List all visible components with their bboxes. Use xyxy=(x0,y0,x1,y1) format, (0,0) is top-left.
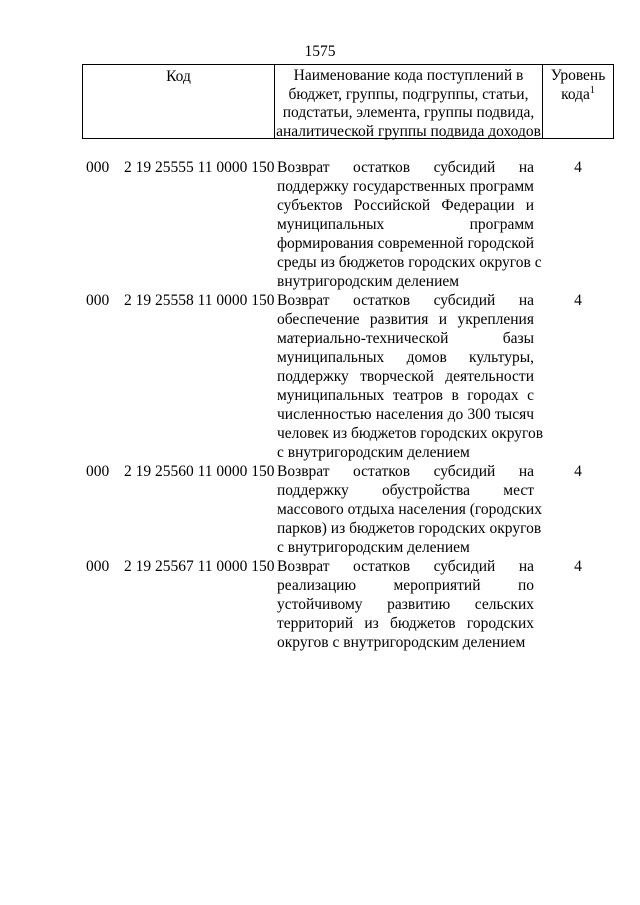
level: 4 xyxy=(574,463,582,480)
table-row xyxy=(82,462,614,557)
name-line: с внутригородским делением xyxy=(277,539,470,556)
admin-code: 000 xyxy=(86,159,110,176)
table-row xyxy=(82,158,614,291)
income-name xyxy=(274,158,542,291)
header-level-label: Уровень кода xyxy=(550,67,606,103)
name-line: муниципальных театров в городах с xyxy=(277,387,534,404)
name-line: реализацию мероприятий по xyxy=(277,577,534,594)
name-line: материально-технической базы xyxy=(277,330,534,347)
header-level xyxy=(543,65,613,138)
name-line: формирования современной городской xyxy=(277,235,534,252)
income-code: 2 19 25560 11 0000 150 xyxy=(124,463,275,480)
admin-code: 000 xyxy=(86,292,110,309)
admin-code: 000 xyxy=(86,558,110,575)
income-code: 2 19 25558 11 0000 150 xyxy=(124,292,275,309)
income-code: 2 19 25555 11 0000 150 xyxy=(124,159,275,176)
name-line: территорий из бюджетов городских xyxy=(277,615,534,632)
level: 4 xyxy=(574,159,582,176)
name-line: поддержку творческой деятельности xyxy=(277,368,534,385)
name-line: среды из бюджетов городских округов с xyxy=(277,254,542,271)
table-row xyxy=(82,291,614,462)
level: 4 xyxy=(574,558,582,575)
name-line: Возврат остатков субсидий на xyxy=(277,558,534,575)
income-code: 2 19 25567 11 0000 150 xyxy=(124,558,275,575)
name-line: Возврат остатков субсидий на xyxy=(277,463,534,480)
name-line: субъектов Российской Федерации и xyxy=(277,197,534,214)
name-line: человек из бюджетов городских округов xyxy=(277,425,544,442)
footnote-marker: 1 xyxy=(589,84,595,96)
name-line: устойчивому развитию сельских xyxy=(277,596,534,613)
name-line: муниципальных домов культуры, xyxy=(277,349,534,366)
page-number: 1575 xyxy=(304,43,336,60)
income-name xyxy=(274,462,542,557)
name-line: обеспечение развития и укрепления xyxy=(277,311,534,328)
income-name xyxy=(274,291,542,462)
admin-code: 000 xyxy=(86,463,110,480)
name-line: Возврат остатков субсидий на xyxy=(277,159,534,176)
name-line: внутригородским делением xyxy=(277,273,460,290)
name-line: численностью населения до 300 тысяч xyxy=(277,406,534,423)
table-header xyxy=(82,64,614,139)
name-line: Возврат остатков субсидий на xyxy=(277,292,534,309)
level: 4 xyxy=(574,292,582,309)
table-row xyxy=(82,557,614,652)
name-line: с внутригородским делением xyxy=(277,444,470,461)
income-name xyxy=(274,557,542,652)
name-line: поддержку государственных программ xyxy=(277,178,534,195)
table-body xyxy=(82,158,614,652)
name-line: округов с внутригородским делением xyxy=(277,634,526,651)
name-line: массового отдыха населения (городских xyxy=(277,501,542,518)
name-line: муниципальных программ xyxy=(277,216,534,233)
name-line: парков) из бюджетов городских округов xyxy=(277,520,542,537)
header-name: Наименование кода поступлений в бюджет, группы, подгруппы, статьи, подстатьи, элемента, группы подвида, аналитической группы подвида доходов xyxy=(275,65,543,138)
name-line: поддержку обустройства мест xyxy=(277,482,534,499)
header-code: Код xyxy=(83,65,275,138)
